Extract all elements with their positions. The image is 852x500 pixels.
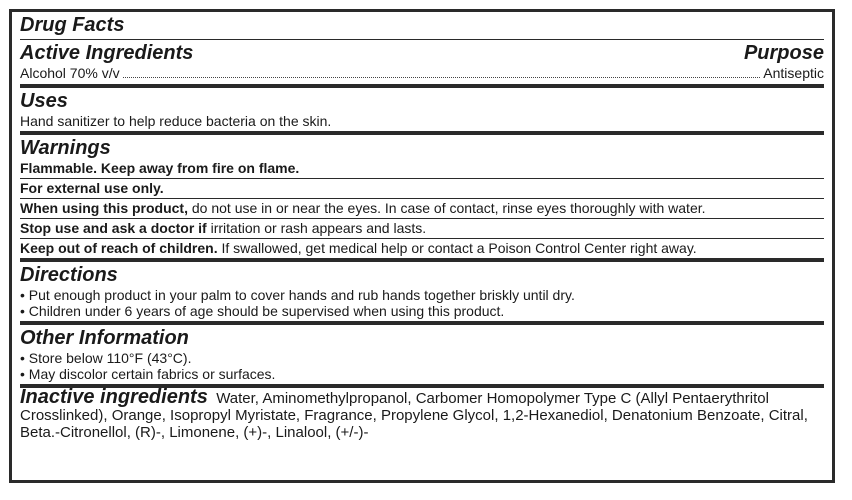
directions-section (20, 258, 824, 321)
inactive-ingredients-text: Water, Aminomethylpropanol, Carbomer Homopolymer Type C (Allyl Pentaerythritol Crosslinked), Orange, Isopropyl Myristate, Fragrance, Propylene Glycol, 1,2-Hexanediol, Denatonium Benzoate, Citral, Beta.-Citronellol, (R)-, Limonene, (+)-, Linalool, (+/-)- (20, 390, 808, 441)
page-title: Drug Facts (20, 14, 125, 36)
list-item: • Put enough product in your palm to cover hands and rub hands together briskly until dry. (20, 287, 575, 303)
inactive-paragraph (20, 386, 824, 441)
keep-out-bold: Keep out of reach of children. (20, 240, 218, 256)
warnings-heading: Warnings (20, 137, 111, 159)
active-ingredient-row (20, 65, 824, 82)
active-ingredient: Alcohol 70% v/v (20, 65, 120, 81)
active-ingredients-heading: Active Ingredients (20, 42, 194, 64)
other-item-text: Store below 110°F (43°C). (28, 350, 192, 366)
active-header-row (20, 41, 824, 65)
list-item: • Children under 6 years of age should be supervised when using this product. (20, 303, 505, 319)
list-item: • Store below 110°F (43°C). (20, 350, 192, 366)
title-section (20, 12, 824, 39)
uses-section (20, 84, 824, 131)
list-item: • May discolor certain fabrics or surfaces. (20, 366, 276, 382)
other-item-text: May discolor certain fabrics or surfaces. (28, 366, 276, 382)
when-using-bold: When using this product, (20, 200, 188, 216)
inactive-ingredients-heading: Inactive ingredients (20, 386, 208, 408)
direction-item-text: Children under 6 years of age should be supervised when using this product. (28, 303, 505, 319)
when-using-text: do not use in or near the eyes. In case of contact, rinse eyes thoroughly with water. (188, 200, 706, 216)
keep-out-text: If swallowed, get medical help or contact a Poison Control Center right away. (217, 240, 697, 256)
keep-out-warning (20, 238, 824, 258)
purpose-heading: Purpose (743, 42, 824, 64)
active-purpose: Antiseptic (763, 65, 824, 81)
warnings-section (20, 131, 824, 178)
uses-heading: Uses (20, 90, 68, 112)
stop-use-warning (20, 218, 824, 238)
external-use-text: For external use only. (20, 180, 164, 196)
direction-item-text: Put enough product in your palm to cover hands and rub hands together briskly until dry. (28, 287, 575, 303)
drug-facts-panel (9, 9, 835, 483)
stop-use-text: irritation or rash appears and lasts. (206, 220, 427, 236)
directions-heading: Directions (20, 264, 118, 286)
stop-use-bold: Stop use and ask a doctor if (20, 220, 207, 236)
when-using-warning (20, 198, 824, 218)
other-information-section (20, 321, 824, 384)
flammable-warning: Flammable. Keep away from fire on flame. (20, 160, 300, 176)
active-ingredients-section (20, 39, 824, 84)
external-use-warning (20, 178, 824, 198)
inactive-ingredients-section (20, 384, 824, 443)
uses-text: Hand sanitizer to help reduce bacteria on the skin. (20, 113, 332, 129)
other-information-heading: Other Information (20, 327, 189, 349)
dot-leader (123, 77, 761, 78)
